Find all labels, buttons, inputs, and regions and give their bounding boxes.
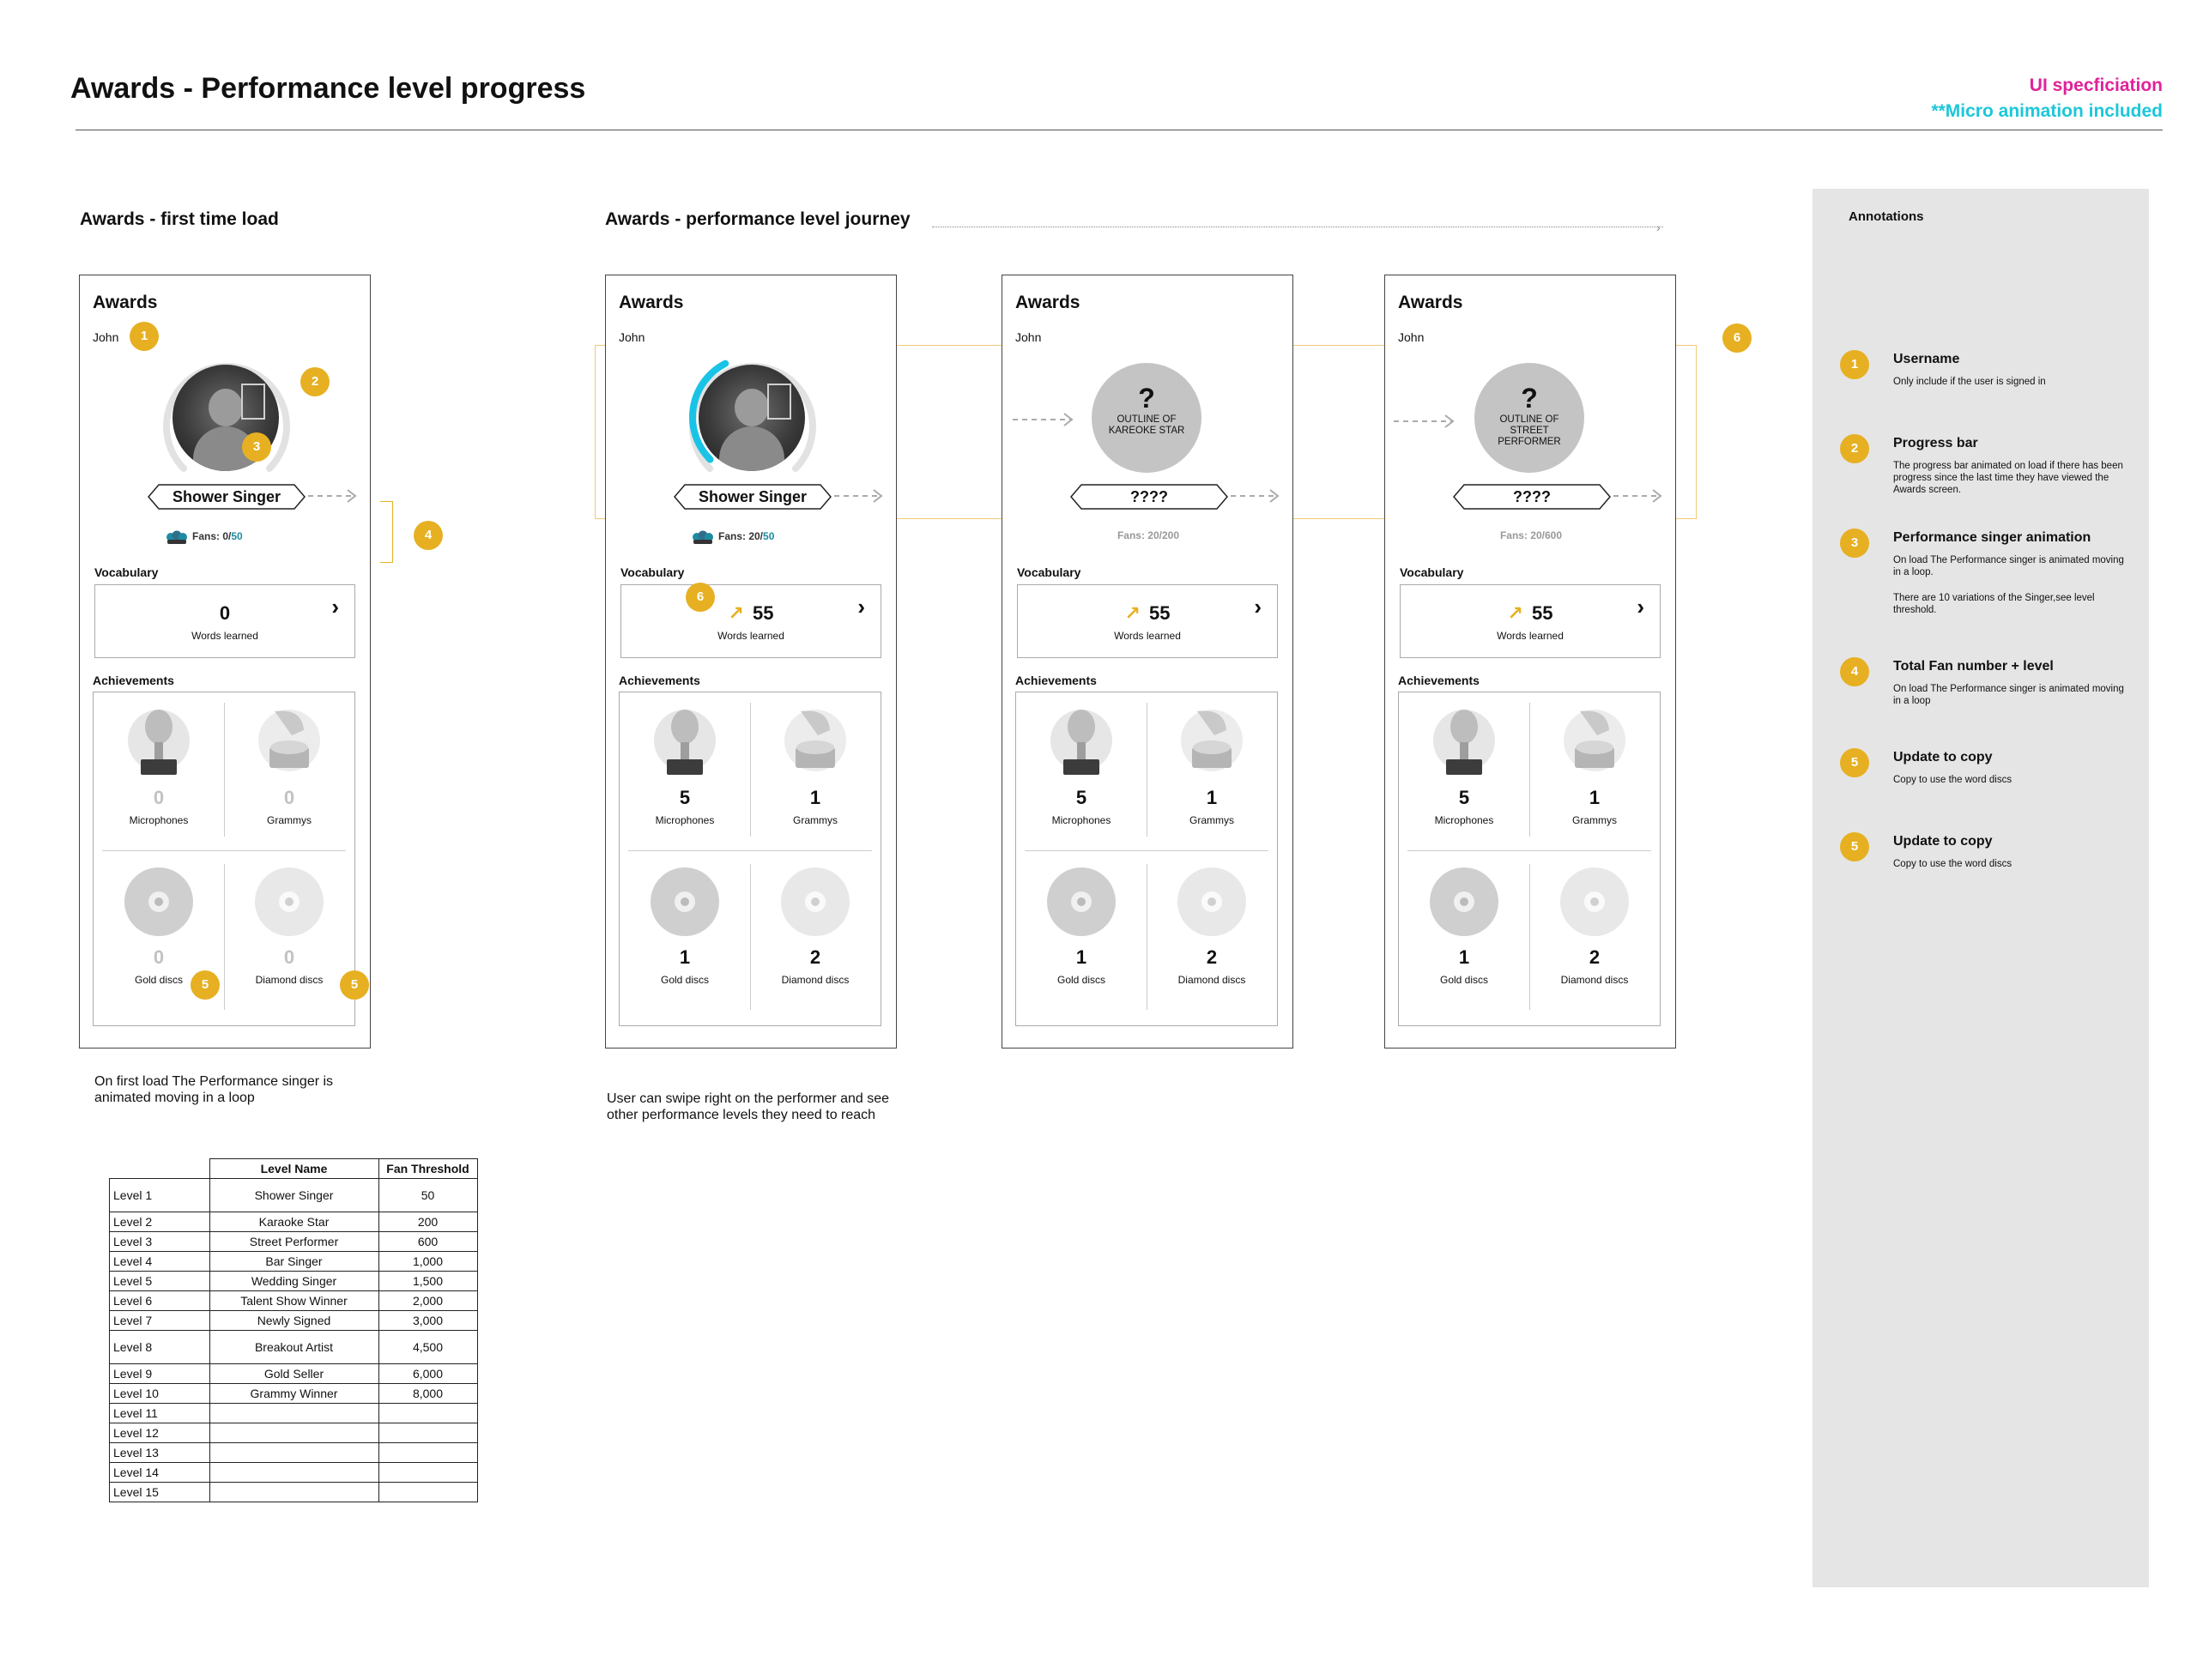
annotation-marker: 5 (1840, 832, 1869, 861)
phone-journey-2 (1002, 275, 1293, 1048)
spec-label: UI specficiation (2029, 76, 2163, 95)
marker-5-diamond: 5 (340, 970, 369, 1000)
chevron-right-icon: › (857, 594, 865, 619)
note-first-load: On first load The Performance singer is animated moving in a loop (94, 1074, 334, 1105)
username: John (619, 330, 645, 344)
achievement-diamond-discs[interactable]: 2 Diamond discs (1147, 864, 1277, 986)
phone-first-load (79, 275, 371, 1048)
fans-count: Fans: 20/200 (1117, 529, 1180, 541)
microphone-icon (1043, 704, 1120, 787)
achievement-gold-discs[interactable]: 1 Gold discs (1016, 864, 1147, 986)
fans-icon (166, 529, 188, 545)
fans-count: Fans: 20/50 (692, 529, 774, 545)
animation-label: **Micro animation included (1931, 101, 2163, 121)
level-badge (147, 483, 306, 511)
achievement-gold-discs[interactable]: 0 Gold discs (94, 864, 224, 986)
marker-6-vocab: 6 (686, 583, 715, 612)
locked-performer-outline[interactable] (1474, 363, 1584, 473)
level-badge (1069, 483, 1229, 511)
page-title: Awards - Performance level progress (70, 72, 586, 105)
table-row: Level 9 Gold Seller 6,000 (110, 1364, 478, 1384)
microphone-icon (1425, 704, 1503, 787)
table-row: Level 10 Grammy Winner 8,000 (110, 1384, 478, 1404)
swipe-arrow-icon[interactable] (1613, 487, 1665, 505)
table-row: Level 7 Newly Signed 3,000 (110, 1311, 478, 1331)
achievement-grammys[interactable]: 1 Grammys (1529, 704, 1660, 826)
achievements-grid (619, 692, 881, 1026)
username: John (1015, 330, 1042, 344)
journey-arrow-icon: › (1656, 221, 1661, 234)
level-name: ???? (1130, 488, 1168, 505)
diamond-disc-icon (1173, 864, 1250, 946)
trend-up-icon: ↗ (1507, 602, 1523, 624)
microphone-icon (120, 704, 197, 787)
chevron-right-icon: › (1254, 594, 1262, 619)
level-name: Shower Singer (698, 488, 808, 505)
awards-title: Awards (619, 293, 684, 312)
grammy-icon (1556, 704, 1633, 787)
words-count: ↗ 55 (1507, 602, 1553, 624)
achievement-microphones[interactable]: 0 Microphones (94, 704, 224, 826)
username: John (93, 330, 119, 344)
swipe-in-arrow-icon (1013, 411, 1076, 428)
achievements-grid (93, 692, 355, 1026)
note-journey: User can swipe right on the performer and see other performance levels they need to reach (607, 1091, 890, 1122)
question-mark: ? (1521, 383, 1538, 414)
table-row: Level 15 (110, 1483, 478, 1502)
achievement-microphones[interactable]: 5 Microphones (620, 704, 750, 826)
section-journey: Awards - performance level journey (605, 209, 911, 229)
achievements-label: Achievements (93, 674, 174, 687)
achievements-label: Achievements (1015, 674, 1097, 687)
vocabulary-card[interactable] (620, 584, 881, 658)
annotation-marker: 2 (1840, 434, 1869, 463)
swipe-arrow-icon[interactable] (308, 487, 360, 505)
words-count: ↗ 55 (728, 602, 774, 624)
trend-up-icon: ↗ (1124, 602, 1141, 624)
words-label: Words learned (717, 630, 784, 642)
level-badge (673, 483, 832, 511)
annotation-marker: 1 (1840, 350, 1869, 379)
vocabulary-card[interactable] (1017, 584, 1278, 658)
achievements-label: Achievements (619, 674, 700, 687)
words-label: Words learned (1497, 630, 1564, 642)
locked-performer-outline[interactable] (1092, 363, 1201, 473)
marker-2: 2 (300, 367, 330, 396)
table-row: Level 5 Wedding Singer 1,500 (110, 1272, 478, 1291)
words-label: Words learned (1114, 630, 1181, 642)
level-name: Shower Singer (172, 488, 281, 505)
grammy-icon (1173, 704, 1250, 787)
achievement-grammys[interactable]: 1 Grammys (750, 704, 881, 826)
username: John (1398, 330, 1425, 344)
gold-disc-icon (1043, 864, 1120, 946)
achievement-diamond-discs[interactable]: 2 Diamond discs (750, 864, 881, 986)
fans-count: Fans: 20/600 (1499, 529, 1563, 541)
achievement-grammys[interactable]: 1 Grammys (1147, 704, 1277, 826)
annotations-title: Annotations (1849, 209, 1924, 224)
fans-icon (692, 529, 714, 545)
level-badge (1452, 483, 1612, 511)
marker-6-swipe: 6 (1722, 323, 1752, 353)
achievements-label: Achievements (1398, 674, 1480, 687)
chevron-right-icon: › (331, 594, 339, 619)
table-row: Level 2 Karaoke Star 200 (110, 1212, 478, 1232)
swipe-arrow-icon[interactable] (1231, 487, 1282, 505)
gold-disc-icon (120, 864, 197, 946)
table-row: Level 8 Breakout Artist 4,500 (110, 1331, 478, 1364)
achievement-grammys[interactable]: 0 Grammys (224, 704, 354, 826)
table-row: Level 11 (110, 1404, 478, 1423)
table-row: Level 6 Talent Show Winner 2,000 (110, 1291, 478, 1311)
question-mark: ? (1138, 383, 1155, 414)
marker-1: 1 (130, 322, 159, 351)
table-row: Level 1 Shower Singer 50 (110, 1179, 478, 1212)
words-count: 0 (219, 602, 231, 624)
gold-disc-icon (1425, 864, 1503, 946)
vocabulary-label: Vocabulary (620, 565, 685, 579)
level-threshold-table: Level Name Fan Threshold Level 1 Shower Singer 50 Level 2 Karaoke Star 200 Level 3 Street Performer 600 Level 4 Bar Singer 1,000 Level 5 Wedding Singer 1,500 Level 6 Talent Show Winner 2,000 Level 7 Newly Signed 3,000 Level 8 Breakout Artist 4,500 Level 9 Gold Seller 6,000 Level 10 Grammy Winner 8,000 Level 11 Level 12 Level 13 Level 14 Level 15 (109, 1158, 478, 1502)
annotation-marker: 3 (1840, 529, 1869, 558)
vocabulary-label: Vocabulary (94, 565, 159, 579)
marker-3: 3 (242, 432, 271, 462)
achievement-gold-discs[interactable]: 1 Gold discs (1399, 864, 1529, 986)
phone-journey-3 (1384, 275, 1676, 1048)
fans-count: Fans: 0/50 (166, 529, 243, 545)
trend-up-icon: ↗ (728, 602, 744, 624)
achievement-diamond-discs[interactable]: 0 Diamond discs (224, 864, 354, 986)
marker-5-gold: 5 (191, 970, 220, 1000)
vocabulary-card[interactable] (1400, 584, 1661, 658)
diamond-disc-icon (251, 864, 328, 946)
annotation-marker: 5 (1840, 748, 1869, 777)
achievement-diamond-discs[interactable]: 2 Diamond discs (1529, 864, 1660, 986)
achievement-microphones[interactable]: 5 Microphones (1399, 704, 1529, 826)
table-row: Level 14 (110, 1463, 478, 1483)
achievement-microphones[interactable]: 5 Microphones (1016, 704, 1147, 826)
awards-title: Awards (93, 293, 158, 312)
vocabulary-label: Vocabulary (1400, 565, 1464, 579)
annotation-marker: 4 (1840, 657, 1869, 686)
chevron-right-icon: › (1637, 594, 1644, 619)
fans-bracket (380, 501, 393, 563)
grammy-icon (251, 704, 328, 787)
swipe-arrow-icon[interactable] (834, 487, 886, 505)
swipe-in-arrow-icon (1394, 413, 1457, 430)
gold-disc-icon (646, 864, 723, 946)
performer-avatar[interactable] (699, 365, 805, 471)
table-row: Level 12 (110, 1423, 478, 1443)
awards-title: Awards (1015, 293, 1080, 312)
grammy-icon (777, 704, 854, 787)
microphone-icon (646, 704, 723, 787)
section-first-load: Awards - first time load (80, 209, 279, 229)
marker-4: 4 (414, 521, 443, 550)
annotations-panel: Annotations 1 Username Only include if the user is signed in 2 Progress bar The progress bar animated on load if there has been progress since the last time they have viewed the Awards screen. 3 Performance singer animation On load The Performance singer is animated moving in a loop. There are 10 variations of the Singer,see level threshold. 4 Total Fan number + level On load The Performance singer is animated moving in a loop 5 Update to copy Copy to use the word discs 5 Update to copy Copy to use the word discs (1813, 189, 2149, 1587)
table-row: Level 13 (110, 1443, 478, 1463)
awards-title: Awards (1398, 293, 1463, 312)
table-row: Level 3 Street Performer 600 (110, 1232, 478, 1252)
achievements-grid (1015, 692, 1278, 1026)
words-label: Words learned (191, 630, 258, 642)
outline-label: OUTLINE OF KAREOKE STAR (1108, 414, 1185, 436)
words-count: ↗ 55 (1124, 602, 1171, 624)
diamond-disc-icon (777, 864, 854, 946)
vocabulary-card[interactable] (94, 584, 355, 658)
diamond-disc-icon (1556, 864, 1633, 946)
table-row: Level 4 Bar Singer 1,000 (110, 1252, 478, 1272)
achievement-gold-discs[interactable]: 1 Gold discs (620, 864, 750, 986)
outline-label: OUTLINE OF STREET PERFORMER (1498, 414, 1561, 447)
achievements-grid (1398, 692, 1661, 1026)
level-name: ???? (1513, 488, 1551, 505)
phone-journey-1 (605, 275, 897, 1048)
vocabulary-label: Vocabulary (1017, 565, 1081, 579)
